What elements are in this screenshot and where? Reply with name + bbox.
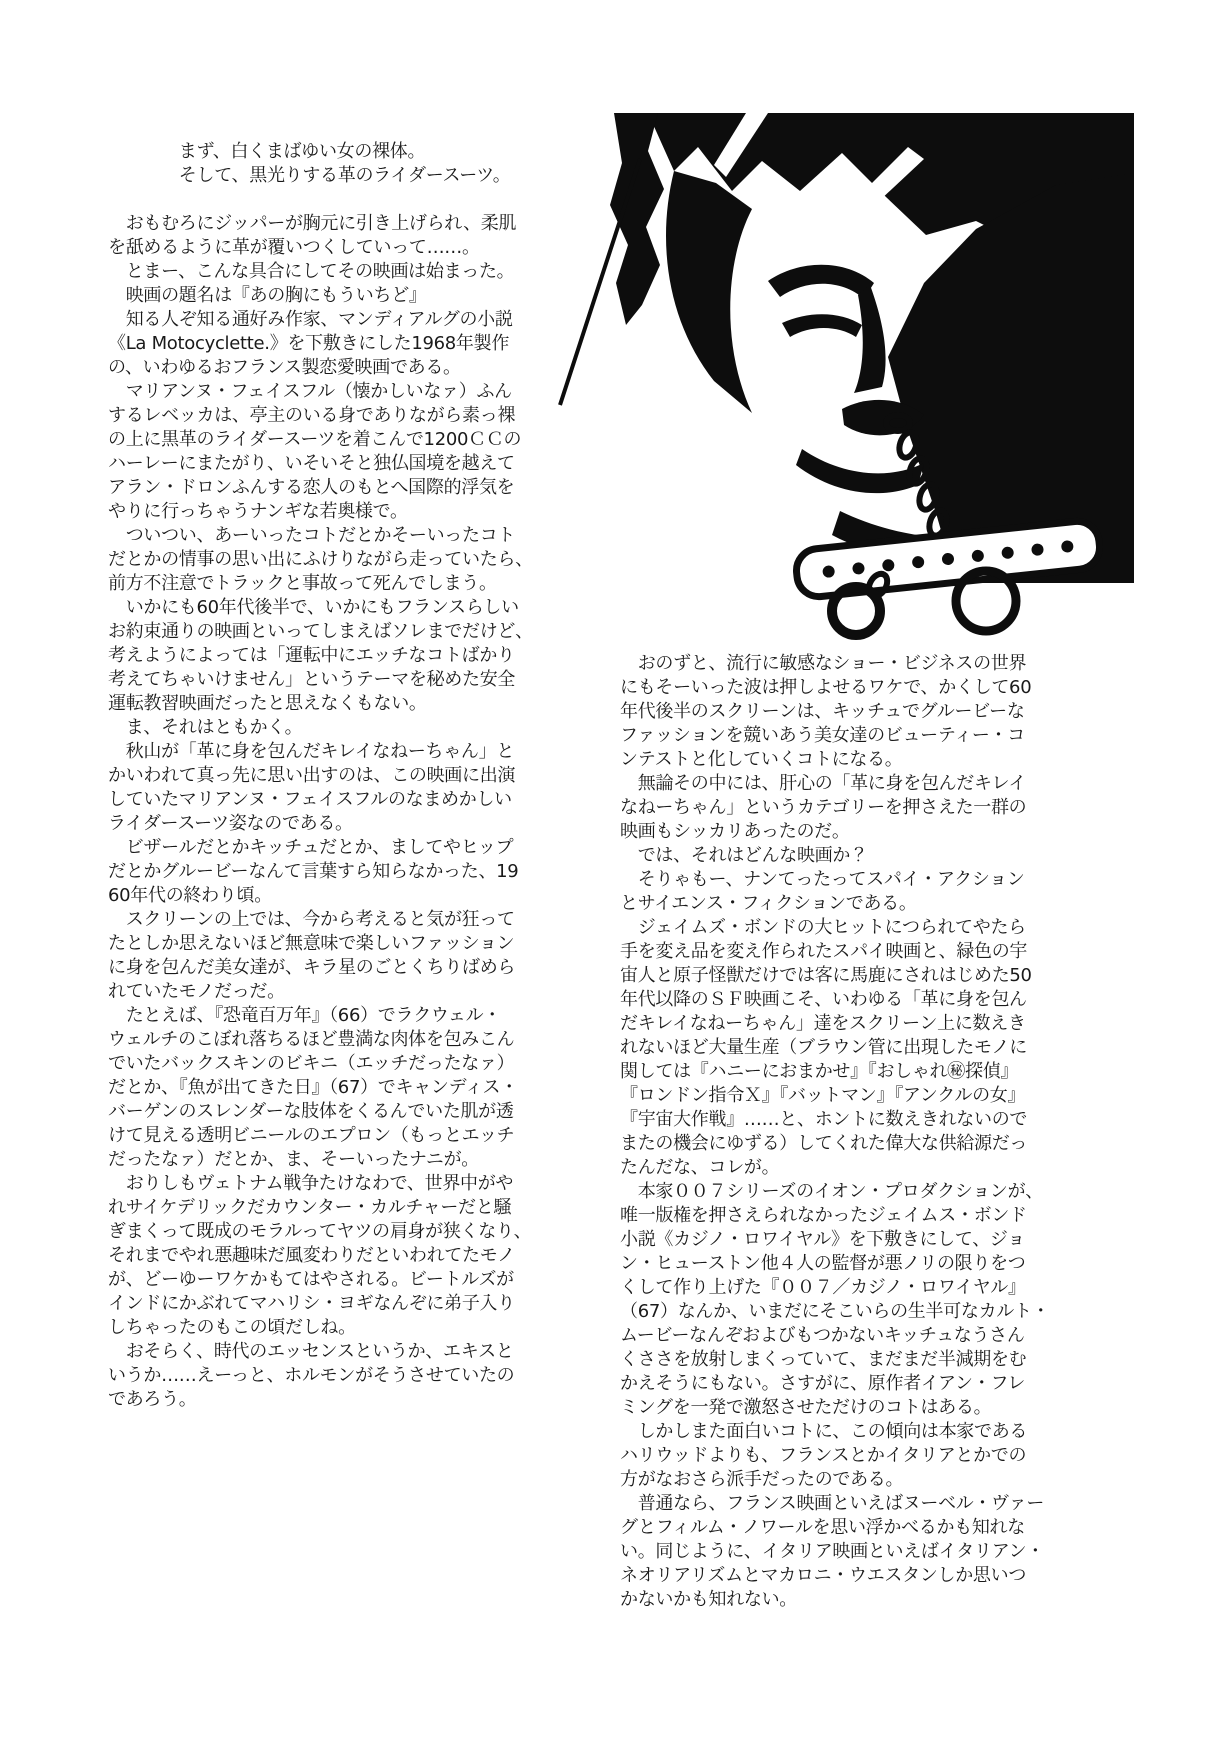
text-line: 普通なら、フランス映画といえばヌーベル・ヴァー xyxy=(620,1493,1045,1514)
text-line: れサイケデリックだカウンター・カルチャーだと騒 xyxy=(108,1197,512,1218)
text-line: 宙人と原子怪獣だけでは客に馬鹿にされはじめた50 xyxy=(620,965,1032,986)
text-line: の、いわゆるおフランス製恋愛映画である。 xyxy=(108,357,461,378)
text-line: 年代以降のＳＦ映画こそ、いわゆる「革に身を包ん xyxy=(620,989,1027,1010)
text-line: 本家００７シリーズのイオン・プロダクションが、 xyxy=(620,1181,1043,1202)
text-line: 60年代の終わり頃。 xyxy=(108,885,272,906)
text-line: ンテストと化していくコトになる。 xyxy=(620,749,903,770)
text-line: インドにかぶれてマハリシ・ヨギなんぞに弟子入り xyxy=(108,1293,515,1314)
text-line: 運転教習映画だったと思えなくもない。 xyxy=(108,693,427,714)
text-line: 手を変え品を変え作られたスパイ映画と、緑色の宇 xyxy=(620,941,1028,962)
text-line: であろう。 xyxy=(108,1389,197,1410)
text-line: グとフィルム・ノワールを思い浮かべるかも知れな xyxy=(620,1517,1025,1538)
text-line: だとかグルービーなんて言葉すら知らなかった、19 xyxy=(108,861,519,882)
text-line: お約束通りの映画といってしまえばソレまでだけど、 xyxy=(108,621,533,642)
text-line: だったなァ）だとか、ま、そーいったナニが。 xyxy=(108,1149,479,1170)
text-line: いかにも60年代後半で、いかにもフランスらしい xyxy=(108,597,519,618)
text-line: ライダースーツ姿なのである。 xyxy=(108,813,353,834)
text-line: くささを放射しまくっていて、まだまだ半減期をむ xyxy=(620,1349,1027,1370)
text-line: だとかの情事の思い出にふけりながら走っていたら、 xyxy=(108,549,533,570)
left-text-column xyxy=(108,140,538,1412)
text-line: 知る人ぞ知る通好み作家、マンディアルグの小説 xyxy=(108,309,513,330)
text-line xyxy=(108,188,538,212)
text-line: 関しては『ハニーにおまかせ』『おしゃれ㊙探偵』 xyxy=(620,1061,1019,1082)
illustration-canvas xyxy=(556,113,1134,643)
text-line: 『宇宙大作戦』……と、ホントに数えきれないので xyxy=(620,1109,1028,1130)
text-line: れていたモノだっだ。 xyxy=(108,981,285,1002)
text-line: バーゲンのスレンダーな肢体をくるんでいた肌が透 xyxy=(108,1101,514,1122)
text-line: アラン・ドロンふんする恋人のもとへ国際的浮気を xyxy=(108,477,515,498)
text-line: 考えてちゃいけません」というテーマを秘めた安全 xyxy=(108,669,516,690)
text-line: ネオリアリズムとマカロニ・ウエスタンしか思いつ xyxy=(620,1565,1027,1586)
text-line: を舐めるように革が覆いつくしていって……。 xyxy=(108,237,480,258)
text-line: ファッションを競いあう美女達のビューティー・コ xyxy=(620,725,1025,746)
text-line: いうか……えーっと、ホルモンがそうさせていたの xyxy=(108,1365,515,1386)
text-line: なねーちゃん」というカテゴリーを押さえた一群の xyxy=(620,797,1027,818)
text-line: ぎまくって既成のモラルってヤツの肩身が狭くなり、 xyxy=(108,1221,532,1242)
text-line: （67）なんか、いまだにそこいらの生半可なカルト・ xyxy=(620,1301,1050,1322)
text-line: とサイエンス・フィクションである。 xyxy=(620,893,917,914)
woman-chain-collar-illustration xyxy=(556,113,1134,643)
text-line: 唯一版権を押さえられなかったジェイムス・ボンド xyxy=(620,1205,1027,1226)
text-line: マリアンヌ・フェイスフル（懐かしいなァ）ふん xyxy=(108,381,512,402)
text-line: たとしか思えないほど無意味で楽しいファッション xyxy=(108,933,515,954)
text-line: 《La Motocyclette.》を下敷きにした1968年製作 xyxy=(108,333,510,354)
text-line: ハリウッドよりも、フランスとかイタリアとかでの xyxy=(620,1445,1027,1466)
text-line: でいたバックスキンのビキニ（エッチだったなァ） xyxy=(108,1053,515,1074)
text-line: くして作り上げた『００７／カジノ・ロワイヤル』 xyxy=(620,1277,1026,1298)
text-line: い。同じように、イタリア映画といえばイタリアン・ xyxy=(620,1541,1045,1562)
text-line: おりしもヴェトナム戦争たけなわで、世界中がや xyxy=(108,1173,514,1194)
text-line: していたマリアンヌ・フェイスフルのなまめかしい xyxy=(108,789,512,810)
text-line: そりゃもー、ナンてったってスパイ・アクション xyxy=(620,869,1025,890)
text-line: けて見える透明ビニールのエプロン（もっとエッチ xyxy=(108,1125,515,1146)
text-line: とまー、こんな具合にしてその映画は始まった。 xyxy=(108,261,515,282)
text-line: スクリーンの上では、今から考えると気が狂って xyxy=(108,909,515,930)
text-line: 『ロンドン指令Ｘ』『バットマン』『アンクルの女』 xyxy=(620,1085,1026,1106)
text-line: そして、黒光りする革のライダースーツ。 xyxy=(108,165,511,186)
text-line: ついつい、あーいったコトだとかそーいったコト xyxy=(108,525,516,546)
text-line: の上に黒革のライダースーツを着こんで1200ＣＣの xyxy=(108,429,522,450)
text-line: またの機会にゆずる）してくれた偉大な供給源だっ xyxy=(620,1133,1028,1154)
text-line: にもそーいった波は押しよせるワケで、かくして60 xyxy=(620,677,1032,698)
text-line: 無論その中には、肝心の「革に身を包んだキレイ xyxy=(620,773,1027,794)
text-line: 小説《カジノ・ロワイヤル》を下敷きにして、ジョ xyxy=(620,1229,1025,1250)
text-line: だとか、『魚が出てきた日』（67）でキャンディス・ xyxy=(108,1077,518,1098)
text-line: しちゃったのもこの頃だしね。 xyxy=(108,1317,356,1338)
text-line: 映画もシッカリあったのだ。 xyxy=(620,821,850,842)
text-line: 方がなおさら派手だったのである。 xyxy=(620,1469,904,1490)
text-line: 前方不注意でトラックと事故って死んでしまう。 xyxy=(108,573,497,594)
right-text-column xyxy=(620,652,1056,1612)
text-line: ミングを一発で激怒させただけのコトはある。 xyxy=(620,1397,992,1418)
text-line: かないかも知れない。 xyxy=(620,1589,797,1610)
text-line: するレベッカは、亭主のいる身でありながら素っ裸 xyxy=(108,405,516,426)
text-line: しかしまた面白いコトに、この傾向は本家である xyxy=(620,1421,1028,1442)
text-line: ビザールだとかキッチュだとか、ましてやヒップ xyxy=(108,837,514,858)
text-line: おのずと、流行に敏感なショー・ビジネスの世界 xyxy=(620,653,1027,674)
text-line: かえそうにもない。さすがに、原作者イアン・フレ xyxy=(620,1373,1026,1394)
text-line: ハーレーにまたがり、いそいそと独仏国境を越えて xyxy=(108,453,515,474)
text-line: ジェイムズ・ボンドの大ヒットにつられてやたら xyxy=(620,917,1026,938)
text-line: ま、それはともかく。 xyxy=(108,717,303,738)
text-line: たとえば、『恐竜百万年』（66）でラクウェル・ xyxy=(108,1005,501,1026)
text-line: それまでやれ悪趣味だ風変わりだといわれてたモノ xyxy=(108,1245,515,1266)
text-line: やりに行っちゃうナンギな若奥様で。 xyxy=(108,501,408,522)
text-line: おそらく、時代のエッセンスというか、エキスと xyxy=(108,1341,514,1362)
text-line: が、どーゆーワケかもてはやされる。ビートルズが xyxy=(108,1269,514,1290)
text-line: ウェルチのこぼれ落ちるほど豊満な肉体を包みこん xyxy=(108,1029,515,1050)
text-line: たんだな、コレが。 xyxy=(620,1157,780,1178)
text-line: おもむろにジッパーが胸元に引き上げられ、柔肌 xyxy=(108,213,517,234)
text-line: に身を包んだ美女達が、キラ星のごとくちりばめら xyxy=(108,957,516,978)
text-line: 秋山が「革に身を包んだキレイなねーちゃん」と xyxy=(108,741,515,762)
text-line: ムービーなんぞおよびもつかないキッチュなうさん xyxy=(620,1325,1025,1346)
text-line: ン・ヒューストン他４人の監督が悪ノリの限りをつ xyxy=(620,1253,1026,1274)
text-line: 年代後半のスクリーンは、キッチュでグルービーな xyxy=(620,701,1025,722)
text-line: 映画の題名は『あの胸にもういちど』 xyxy=(108,285,427,306)
text-line: れないほど大量生産（ブラウン管に出現したモノに xyxy=(620,1037,1027,1058)
text-line: だキレイなねーちゃん」達をスクリーン上に数えき xyxy=(620,1013,1026,1034)
text-line: では、それはどんな映画か？ xyxy=(620,845,868,866)
text-line: 考えようによっては「運転中にエッチなコトばかり xyxy=(108,645,515,666)
text-line: かいわれて真っ先に思い出すのは、この映画に出演 xyxy=(108,765,516,786)
text-line: まず、白くまばゆい女の裸体。 xyxy=(108,141,426,162)
